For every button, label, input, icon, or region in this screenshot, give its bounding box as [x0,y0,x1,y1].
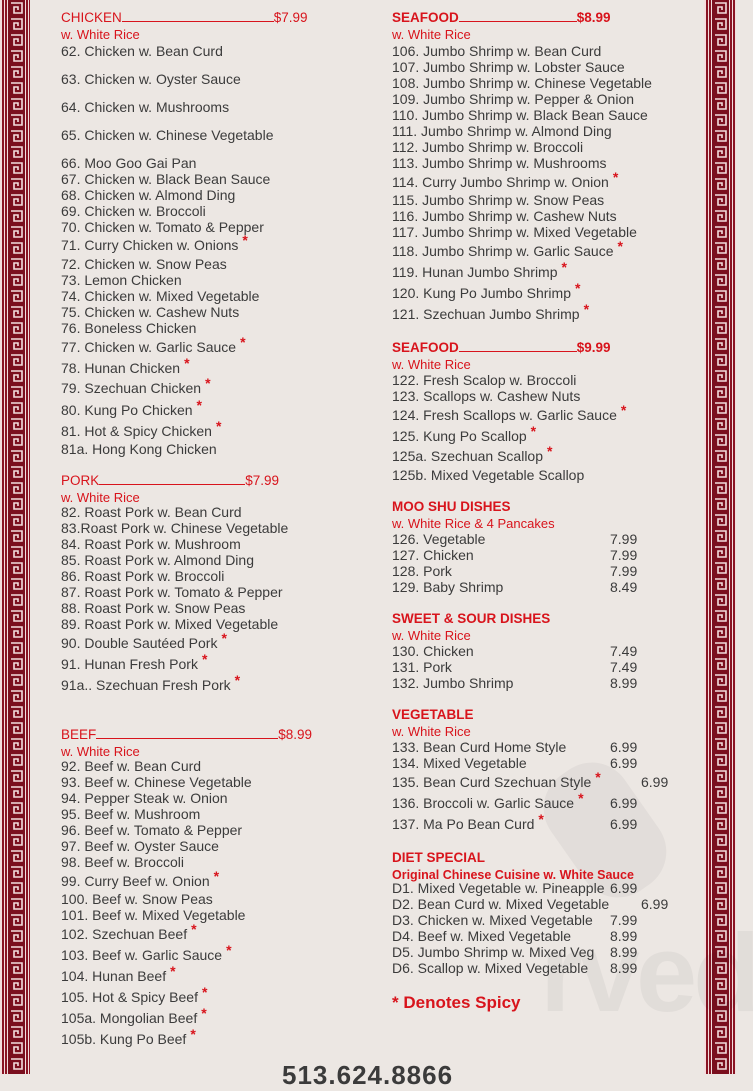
dotted-leader [459,341,577,352]
spicy-star-icon: * [215,418,222,434]
menu-item-label: 67. Chicken w. Black Bean Sauce [61,171,271,187]
menu-item-label: D1. Mixed Vegetable w. Pineapple [392,880,605,896]
menu-item [61,651,208,672]
spicy-star-icon: * [201,984,208,1000]
menu-item-label: 132. Jumbo Shrimp [392,675,514,691]
menu-item [392,769,601,790]
section-heading [61,727,312,743]
menu-item-label: 134. Mixed Vegetable [392,755,527,771]
menu-item [392,402,627,423]
menu-item-label: 98. Beef w. Broccoli [61,854,184,870]
menu-item-label: 105a. Mongolian Beef [61,1010,198,1026]
menu-item [61,568,224,584]
menu-item [61,334,246,355]
menu-item [61,355,190,376]
menu-item-label: 122. Fresh Scalop w. Broccoli [392,372,577,388]
menu-item-label: 111. Jumbo Shrimp w. Almond Ding [392,123,612,139]
menu-item [61,806,200,822]
menu-item [61,375,211,396]
spicy-star-icon: * [184,355,190,371]
menu-item [61,984,208,1005]
menu-item-label: 69. Chicken w. Broccoli [61,203,206,219]
menu-item [392,280,581,301]
menu-item-label: 83.Roast Pork w. Chinese Vegetable [61,520,289,536]
menu-item [392,123,612,139]
menu-item [392,388,580,404]
menu-item [392,755,527,771]
menu-item-label: 91a.. Szechuan Fresh Pork [61,677,231,693]
menu-item [61,868,220,889]
section-subtitle: w. White Rice [392,724,471,739]
menu-item-label: 96. Beef w. Tomato & Pepper [61,822,243,838]
menu-item [392,301,590,322]
menu-item [61,536,241,552]
menu-item [61,187,235,203]
menu-item-label: 104. Hunan Beef [61,968,167,984]
menu-item-label: 116. Jumbo Shrimp w. Cashew Nuts [392,208,617,224]
menu-item [392,43,601,59]
menu-item-label: 64. Chicken w. Mushrooms [61,99,230,115]
menu-item [392,169,619,190]
menu-item-price: 7.49 [610,659,638,675]
spicy-star-icon: * [620,402,627,418]
menu-item [392,259,567,280]
menu-item-price: 6.99 [641,774,669,790]
menu-item-label: 72. Chicken w. Snow Peas [61,256,227,272]
menu-item [61,71,241,87]
phone-number: 513.624.8866 [282,1060,454,1090]
menu-item [392,208,617,224]
menu-item-label: 76. Boneless Chicken [61,320,197,336]
section-subtitle: w. White Rice & 4 Pancakes [392,516,555,531]
menu-item-label: 119. Hunan Jumbo Shrimp [392,264,558,280]
spicy-star-icon: * [240,334,246,350]
spicy-star-icon: * [213,868,220,884]
menu-item [392,739,566,755]
menu-item-label: 82. Roast Pork w. Bean Curd [61,504,242,520]
menu-item-label: 93. Beef w. Chinese Vegetable [61,774,252,790]
menu-item-label: 133. Bean Curd Home Style [392,739,567,755]
menu-item-price: 7.99 [610,563,638,579]
menu-item-label: 81. Hot & Spicy Chicken [61,423,212,439]
section-subtitle: Original Chinese Cuisine w. White Sauce [392,868,634,882]
menu-item-label: 109. Jumbo Shrimp w. Pepper & Onion [392,91,635,107]
menu-item-label: 84. Roast Pork w. Mushroom [61,536,241,552]
menu-item-price: 7.99 [610,531,638,547]
menu-item-label: 102. Szechuan Beef [61,926,188,942]
menu-item [392,547,474,563]
menu-item-label: 107. Jumbo Shrimp w. Lobster Sauce [392,59,625,75]
menu-item-label: 130. Chicken [392,643,474,659]
spicy-star-icon: * [575,280,581,296]
menu-item-label: 136. Broccoli w. Garlic Sauce [392,795,575,811]
section-title: MOO SHU DISHES [392,499,511,514]
menu-item-label: 129. Baby Shrimp [392,579,504,595]
menu-item [61,1026,196,1047]
section-price: $7.99 [245,473,280,488]
menu-item [61,272,182,288]
spicy-star-icon: * [612,169,619,185]
spicy-star-icon: * [190,1026,196,1042]
menu-item [61,288,259,304]
spicy-star-icon: * [226,942,232,958]
section-title: DIET SPECIAL [392,850,486,865]
menu-item [61,219,264,235]
menu-item-label: 81a. Hong Kong Chicken [61,441,217,457]
menu-item-price: 6.99 [610,816,638,832]
section-title: VEGETABLE [392,707,474,722]
spicy-star-icon: * [242,232,248,248]
menu-item-label: 123. Scallops w. Cashew Nuts [392,388,581,404]
spicy-star-icon: * [170,963,176,979]
menu-item-label: 124. Fresh Scallops w. Garlic Sauce [392,407,617,423]
menu-item-label: 113. Jumbo Shrimp w. Mushrooms [392,155,607,171]
menu-item [61,838,219,854]
menu-item [392,107,648,123]
spicy-star-icon: * [530,423,537,439]
menu-item [392,912,593,928]
menu-item-price: 6.99 [610,755,638,771]
menu-item-label: 87. Roast Pork w. Tomato & Pepper [61,584,283,600]
menu-item [61,1005,207,1026]
spicy-star-icon: * [538,811,544,827]
menu-item-label: 115. Jumbo Shrimp w. Snow Peas [392,192,605,208]
menu-item [392,960,588,976]
dotted-leader [96,728,278,739]
section-price: $9.99 [576,340,611,355]
menu-item-label: 110. Jumbo Shrimp w. Black Bean Sauce [392,107,648,123]
menu-item-price: 6.99 [641,896,669,912]
menu-item-label: 65. Chicken w. Chinese Vegetable [61,127,274,143]
menu-item [392,928,571,944]
menu-item-label: 125b. Mixed Vegetable Scallop [392,467,585,483]
menu-item [392,467,584,483]
menu-item [392,531,485,547]
section-price: $8.99 [576,10,611,25]
menu-item [61,504,242,520]
menu-item-label: 120. Kung Po Jumbo Shrimp [392,285,571,301]
section-subtitle: w. White Rice [392,357,471,372]
menu-item [61,963,176,984]
menu-item-label: 86. Roast Pork w. Broccoli [61,568,225,584]
menu-item [61,320,196,336]
menu-item-label: 75. Chicken w. Cashew Nuts [61,304,240,320]
menu-item-price: 8.99 [610,960,638,976]
menu-item [61,907,245,923]
menu-item-label: 95. Beef w. Mushroom [61,806,201,822]
menu-item [61,854,184,870]
menu-item [61,672,241,693]
menu-item-label: 66. Moo Goo Gai Pan [61,155,197,171]
menu-item-label: 97. Beef w. Oyster Sauce [61,838,219,854]
section-heading [392,10,611,26]
spicy-star-icon: * [583,301,590,317]
menu-item-label: 114. Curry Jumbo Shrimp w. Onion [392,174,609,190]
menu-item [61,630,227,651]
menu-item-label: 78. Hunan Chicken [61,360,181,376]
menu-item [61,418,222,439]
section-title: BEEF [61,727,97,742]
spicy-star-icon: * [234,672,241,688]
menu-item [61,232,248,253]
menu-item [61,552,254,568]
menu-item-price: 7.49 [610,643,638,659]
menu-item-label: 92. Beef w. Bean Curd [61,758,202,774]
dotted-leader [122,11,274,22]
menu-item [61,942,232,963]
dotted-leader [99,474,245,485]
spicy-star-icon: * [201,1005,207,1021]
menu-item-label: 77. Chicken w. Garlic Sauce [61,339,237,355]
menu-item-label: D6. Scallop w. Mixed Vegetable [392,960,589,976]
menu-item [61,304,239,320]
menu-item-price: 8.99 [610,675,638,691]
menu-item [61,520,288,536]
menu-item [61,171,270,187]
menu-item [392,896,609,912]
menu-item [392,238,623,259]
menu-item [61,584,283,600]
section-title: SEAFOOD [392,10,459,25]
menu-item-price: 7.99 [610,912,638,928]
menu-item-label: 71. Curry Chicken w. Onions [61,237,239,253]
menu-item [392,880,604,896]
menu-item-price: 8.99 [610,928,638,944]
menu-item-label: 112. Jumbo Shrimp w. Broccoli [392,139,584,155]
menu-item-label: 101. Beef w. Mixed Vegetable [61,907,246,923]
menu-item-label: 79. Szechuan Chicken [61,380,202,396]
section-subtitle: w. White Rice [392,27,471,42]
section-subtitle: w. White Rice [61,490,140,505]
section-price: $7.99 [273,10,308,25]
menu-item [392,443,553,464]
menu-item [392,643,474,659]
menu-item [61,155,196,171]
spicy-star-icon: * [205,375,211,391]
section-title: SEAFOOD [392,340,459,355]
spicy-star-icon: * [578,790,584,806]
menu-item-label: 70. Chicken w. Tomato & Pepper [61,219,264,235]
menu-item-label: 85. Roast Pork w. Almond Ding [61,552,254,568]
section-heading [61,10,308,26]
menu-item-label: 90. Double Sautéed Pork [61,635,218,651]
menu-item [61,921,197,942]
menu-item [61,43,223,59]
menu-item [61,758,201,774]
section-heading [392,707,474,723]
menu-item-label: 68. Chicken w. Almond Ding [61,187,236,203]
menu-item [61,99,229,115]
spicy-star-icon: * [201,651,208,667]
spicy-star-icon: * [617,238,623,254]
dotted-leader [459,11,577,22]
menu-item-label: D5. Jumbo Shrimp w. Mixed Veg [392,944,595,960]
menu-item-label: 127. Chicken [392,547,474,563]
section-subtitle: w. White Rice [392,628,471,643]
menu-item-label: 131. Pork [392,659,452,675]
menu-item [61,774,252,790]
menu-item-label: 74. Chicken w. Mixed Vegetable [61,288,260,304]
menu-item-label: 106. Jumbo Shrimp w. Bean Curd [392,43,602,59]
section-heading [392,499,511,515]
menu-item-label: 125a. Szechuan Scallop [392,448,543,464]
menu-item-label: 137. Ma Po Bean Curd [392,816,535,832]
menu-item-label: 125. Kung Po Scallop [392,428,527,444]
menu-item-label: 103. Beef w. Garlic Sauce [61,947,223,963]
menu-item-label: 105b. Kung Po Beef [61,1031,187,1047]
menu-item [61,822,242,838]
menu-item-label: 89. Roast Pork w. Mixed Vegetable [61,616,279,632]
section-title: CHICKEN [61,10,122,25]
menu-item-label: 63. Chicken w. Oyster Sauce [61,71,241,87]
menu-item-price: 6.99 [610,739,638,755]
spicy-star-icon: * [547,443,553,459]
spicy-star-icon: * [191,921,197,937]
menu-item-price: 6.99 [610,880,638,896]
menu-item [392,423,537,444]
menu-item-label: 73. Lemon Chicken [61,272,182,288]
menu-item [392,155,607,171]
menu-item [392,675,513,691]
section-heading [61,473,279,489]
menu-item-label: 128. Pork [392,563,452,579]
spicy-star-icon: * [595,769,601,785]
menu-item-label: 100. Beef w. Snow Peas [61,891,213,907]
section-title: PORK [61,473,100,488]
spicy-star-icon: * [196,397,202,413]
menu-item-label: 108. Jumbo Shrimp w. Chinese Vegetable [392,75,652,91]
menu-item [392,790,584,811]
menu-item [61,600,245,616]
menu-item-label: D2. Bean Curd w. Mixed Vegetable [392,896,610,912]
section-heading [392,340,611,356]
menu-item-label: 62. Chicken w. Bean Curd [61,43,223,59]
menu-item-label: 94. Pepper Steak w. Onion [61,790,228,806]
menu-item-label: 135. Bean Curd Szechuan Style [392,774,592,790]
menu-item [392,139,583,155]
menu-item [61,397,202,418]
menu-item-label: 91. Hunan Fresh Pork [61,656,198,672]
menu-item [392,811,544,832]
menu-item-label: 121. Szechuan Jumbo Shrimp [392,306,580,322]
spicy-star-icon: * [561,259,567,275]
section-heading [392,850,485,866]
greek-key-border-left [0,0,30,1074]
menu-item-label: 117. Jumbo Shrimp w. Mixed Vegetable [392,224,637,240]
menu-item-label: 105. Hot & Spicy Beef [61,989,198,1005]
spicy-star-icon: * [221,630,227,646]
menu-item [61,127,273,143]
section-price: $8.99 [278,727,313,742]
menu-item-price: 8.99 [610,944,638,960]
menu-item-label: 80. Kung Po Chicken [61,402,193,418]
menu-item [61,616,278,632]
menu-item [61,203,206,219]
menu-item [392,944,594,960]
menu-item [392,372,576,388]
menu-item-label: 99. Curry Beef w. Onion [61,873,210,889]
menu-item [392,59,625,75]
menu-item [392,224,637,240]
menu-item-label: D4. Beef w. Mixed Vegetable [392,928,571,944]
menu-item [392,659,452,675]
menu-item [392,192,604,208]
menu-item-price: 7.99 [610,547,638,563]
menu-item [61,790,228,806]
section-subtitle: w. White Rice [61,27,140,42]
menu-item-label: 88. Roast Pork w. Snow Peas [61,600,246,616]
menu-item-price: 8.49 [610,579,638,595]
menu-item-label: D3. Chicken w. Mixed Vegetable [392,912,593,928]
menu-item-price: 6.99 [610,795,638,811]
menu-item [392,75,652,91]
menu-item [61,441,217,457]
section-title: SWEET & SOUR DISHES [392,611,551,626]
menu-item-label: 126. Vegetable [392,531,486,547]
menu-item [392,563,452,579]
menu-item [392,91,634,107]
spicy-legend: * Denotes Spicy [392,993,521,1012]
menu-item [392,579,503,595]
section-subtitle: w. White Rice [61,744,140,759]
section-heading [392,611,550,627]
menu-item [61,891,213,907]
menu-item-label: 118. Jumbo Shrimp w. Garlic Sauce [392,243,614,259]
menu-item [61,256,227,272]
